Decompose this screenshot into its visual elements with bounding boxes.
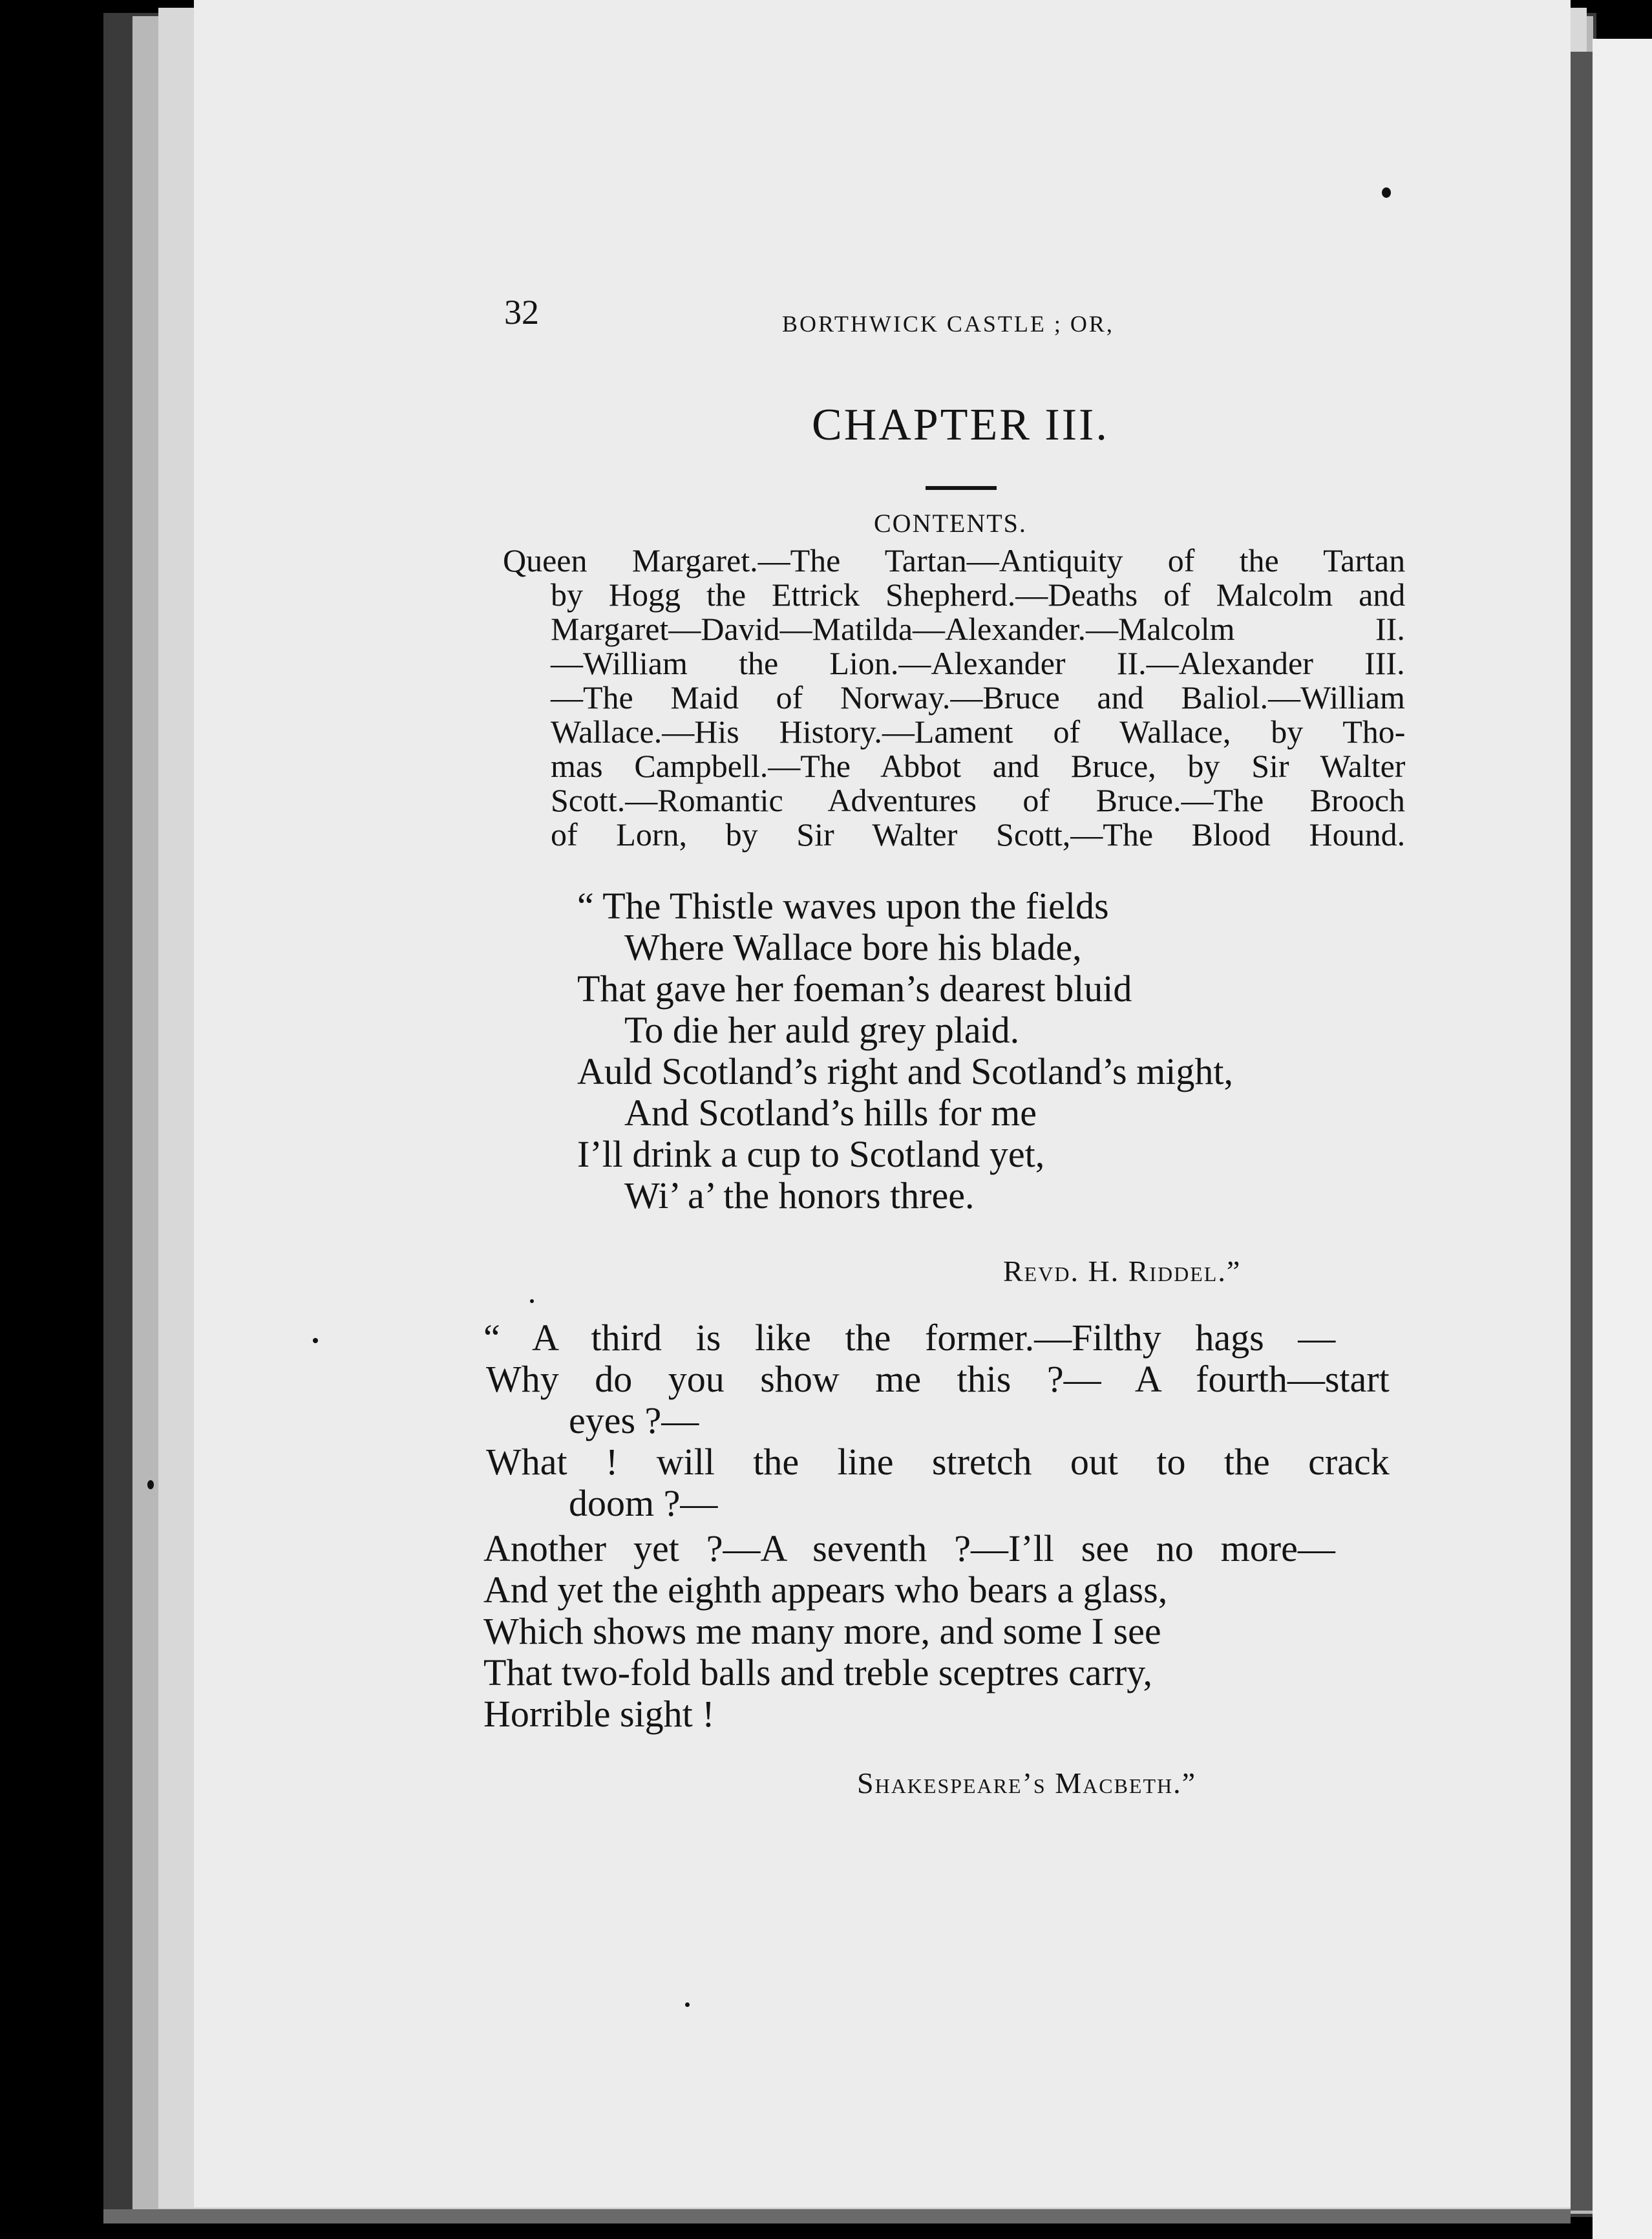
verse-line: I’ll drink a cup to Scotland yet, — [577, 1133, 1045, 1175]
quote-line: Horrible sight ! — [483, 1693, 715, 1735]
contents-line: —William the Lion.—Alexander II.—Alexander III. — [551, 645, 1405, 681]
chapter-title: CHAPTER III. — [812, 400, 1109, 450]
verse-line: To die her auld grey plaid. — [624, 1009, 1020, 1051]
page-bottom-shadow — [103, 2209, 1571, 2223]
verse-line: That gave her foeman’s dearest bluid — [577, 968, 1132, 1010]
contents-line: Wallace.—His History.—Lament of Wallace, by Tho- — [551, 714, 1406, 750]
quote-line: doom ?— — [569, 1482, 718, 1524]
quote-line: Why do you show me this ?— A fourth—start — [486, 1358, 1390, 1400]
quote-attribution: Shakespeare’s Macbeth.” — [857, 1767, 1197, 1799]
quote-line: What ! will the line stretch out to the crack — [486, 1441, 1390, 1483]
verse-line: Auld Scotland’s right and Scotland’s might, — [577, 1050, 1233, 1092]
verse-line: And Scotland’s hills for me — [624, 1092, 1037, 1134]
contents-line: mas Campbell.—The Abbot and Bruce, by Sir Walter — [551, 748, 1406, 784]
quote-line: That two-fold balls and treble sceptres carry, — [483, 1651, 1152, 1693]
facing-page-edge — [1593, 39, 1652, 2239]
ink-speck — [313, 1338, 318, 1343]
contents-line: by Hogg the Ettrick Shepherd.—Deaths of Malcolm and — [551, 577, 1406, 613]
quote-line: eyes ?— — [569, 1399, 699, 1441]
verse-line: Where Wallace bore his blade, — [624, 926, 1082, 968]
page-number: 32 — [504, 293, 539, 332]
book-gutter — [1571, 52, 1593, 2211]
ink-speck — [1382, 187, 1391, 198]
contents-line: Scott.—Romantic Adventures of Bruce.—The Brooch — [551, 782, 1405, 818]
title-rule — [926, 486, 997, 490]
quote-line: Which shows me many more, and some I see — [483, 1610, 1161, 1652]
quote-line: Another yet ?—A seventh ?—I’ll see no more— — [483, 1527, 1335, 1569]
contents-line: Queen Margaret.—The Tartan—Antiquity of the Tartan — [503, 542, 1406, 578]
contents-line: Margaret—David—Matilda—Alexander.—Malcolm II. — [551, 611, 1405, 647]
verse-attribution: Revd. H. Riddel.” — [1003, 1255, 1242, 1288]
ink-speck — [147, 1480, 154, 1489]
verse-line: Wi’ a’ the honors three. — [624, 1174, 975, 1216]
contents-label: CONTENTS. — [874, 509, 1027, 538]
contents-line: —The Maid of Norway.—Bruce and Baliol.—William — [551, 679, 1405, 716]
quote-line: And yet the eighth appears who bears a glass, — [483, 1569, 1168, 1611]
running-head: BORTHWICK CASTLE ; OR, — [782, 311, 1114, 337]
quote-line: “ A third is like the former.—Filthy hags — — [483, 1317, 1336, 1359]
verse-line: “ The Thistle waves upon the fields — [577, 885, 1109, 927]
contents-line: of Lorn, by Sir Walter Scott,—The Blood Hound. — [551, 816, 1406, 853]
ink-speck — [530, 1299, 534, 1303]
ink-speck — [685, 2002, 690, 2007]
